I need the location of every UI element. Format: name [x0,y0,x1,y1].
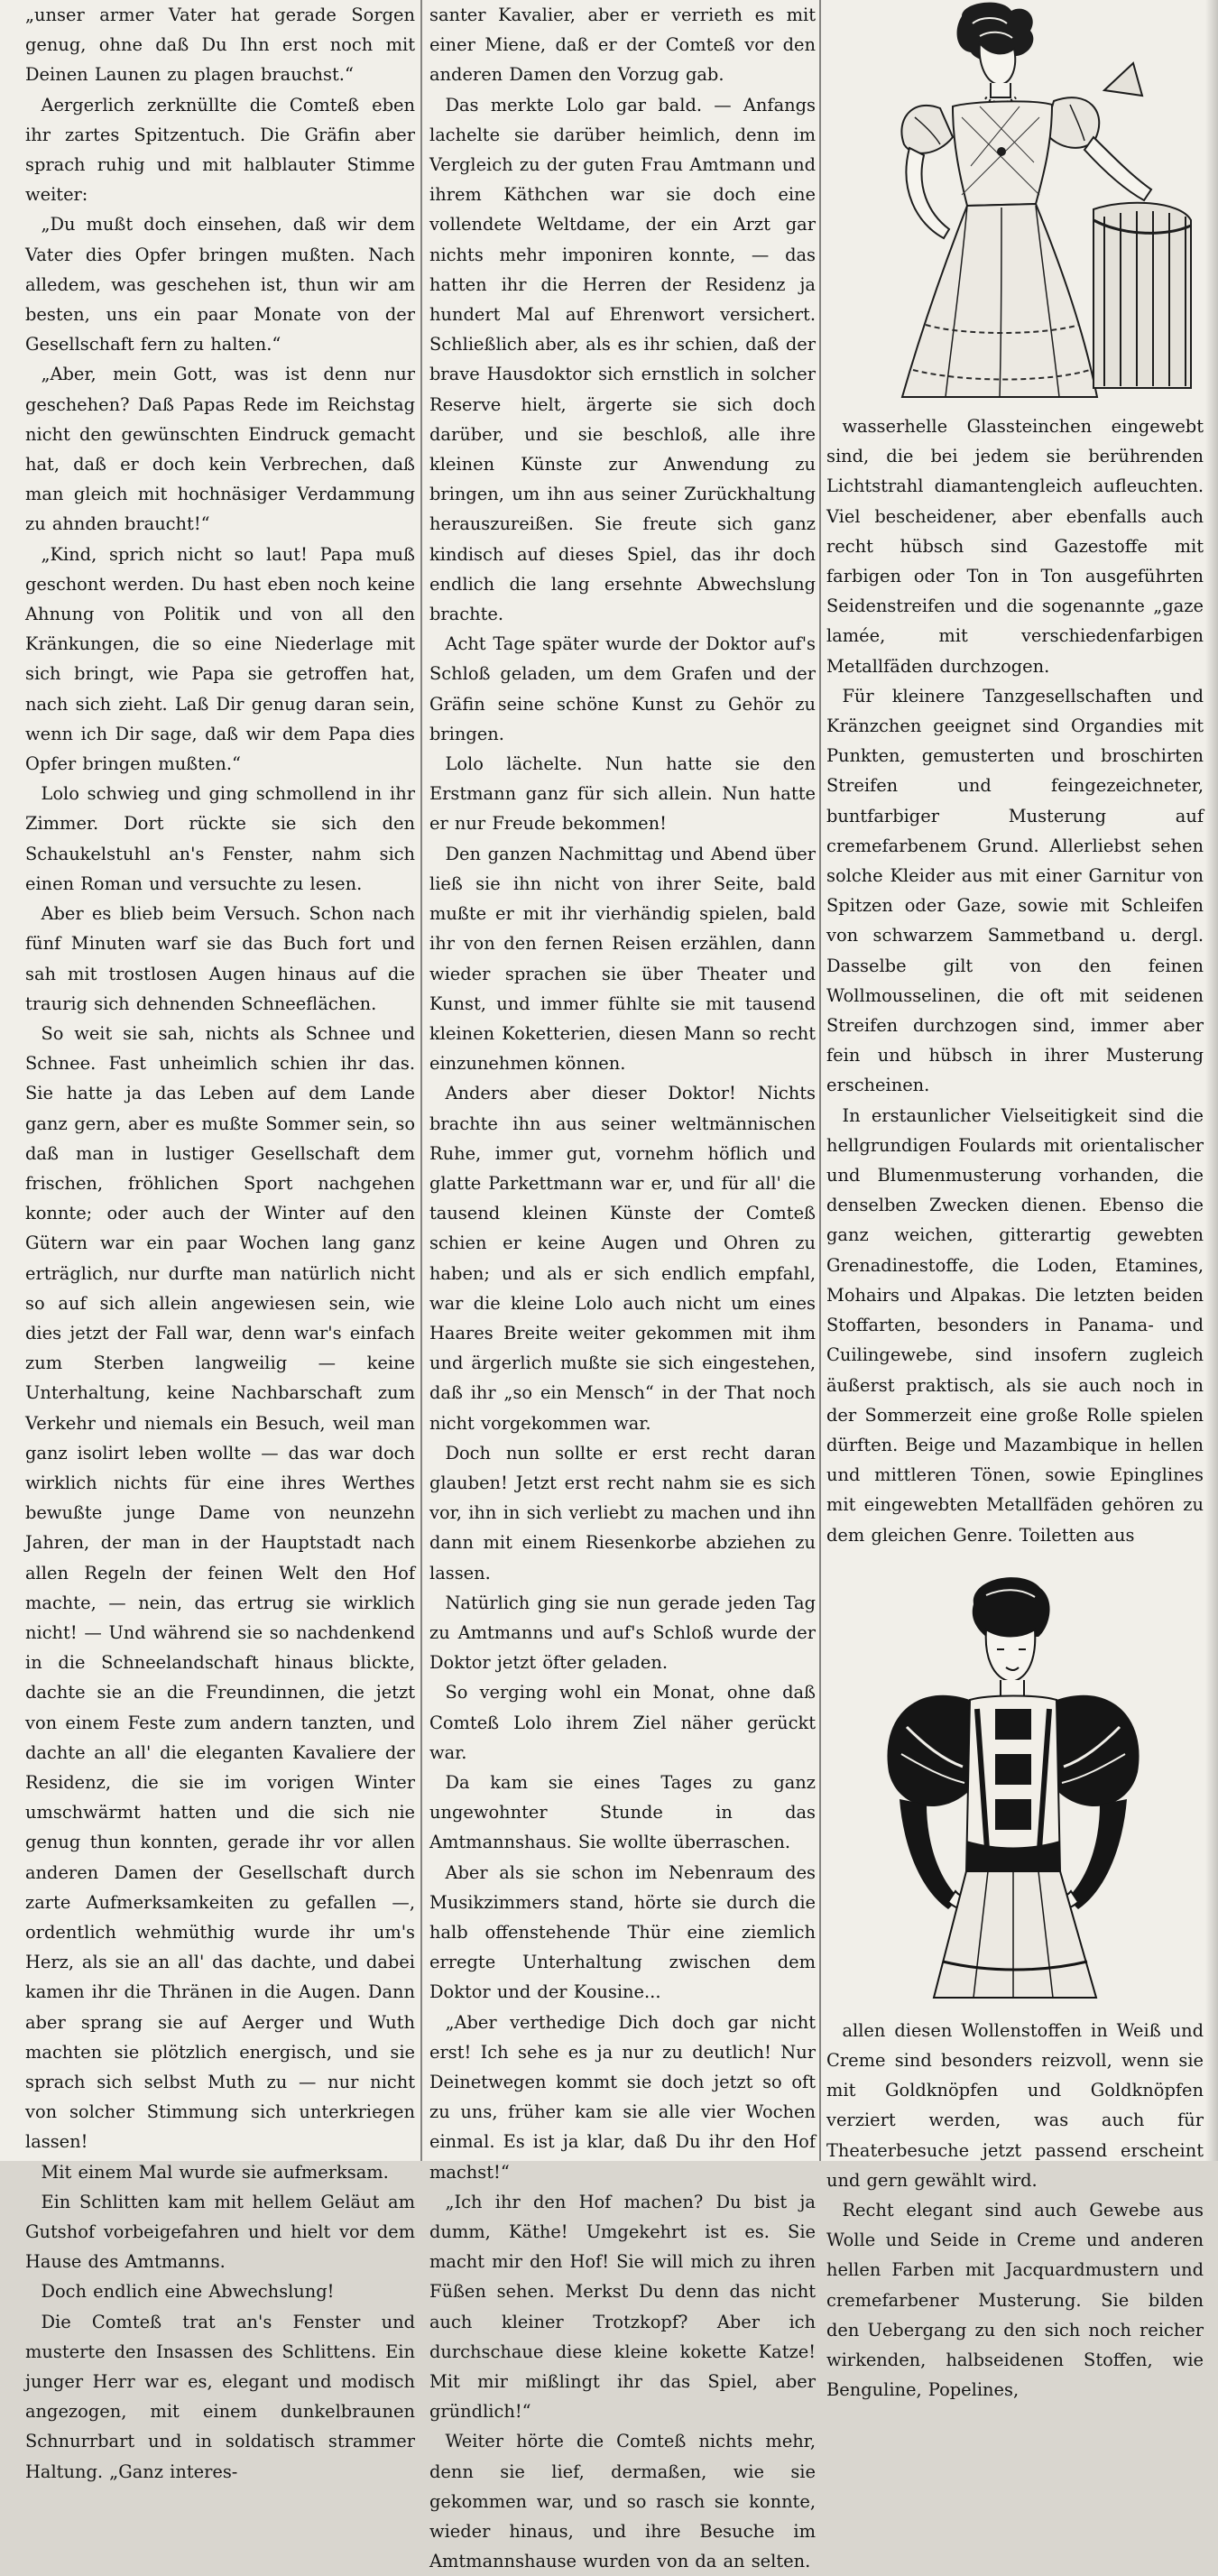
paragraph: So weit sie sah, nichts als Schnee und Schnee. Fast unheimlich schien ihr das. Sie hatte ja das Leben auf dem Lande ganz gern, aber es mußte Sommer sein, so daß man in lustiger Gesellschaft dem frischen, fröhlichen Sport nachgehen konnte; oder auch der Winter auf den Gütern war ein paar Wochen lang ganz erträglich, nur durfte man natürlich nicht so auf sich allein angewiesen sein, wie dies jetzt der Fall war, denn war's einfach zum Sterben langweilig — keine Unterhaltung, keine Nachbarschaft zum Verkehr und niemals ein Besuch, weil man ganz isolirt leben wollte — das war doch wirklich nichts für eine ihres Werthes bewußte junge Dame von neunzehn Jahren, der man in der Hauptstadt nach allen Regeln der feinen Welt den Hof machte, — nein, das ertrug sie wirklich nicht! — Und während sie so nachdenkend in die Schneelandschaft hinaus blickte, dachte sie an die Freundinnen, die jetzt von einem Feste zum andern tanzten, und dachte an all' die eleganten Kavaliere der Residenz, die sie im vorigen Winter umschwärmt hatten und die sich nie genug thun konnten, gerade ihr vor allen anderen Damen der Gesellschaft durch zarte Aufmerksamkeiten zu gefallen —, ordentlich wehmüthig wurde ihr um's Herz, als sie an all' das dachte, und dabei kamen ihr die Thränen in die Augen. Dann aber sprang sie auf Aerger und Wuth machten sie plötzlich energisch, und sie sprach sich selbst Muth zu — nur nicht von solcher Stimmung sich unterkriegen lassen! [25,1022,415,2153]
column-2 [429,0,816,2572]
paragraph: Den ganzen Nachmittag und Abend über ließ sie ihn nicht von ihrer Seite, bald mußte er mit ihr vierhändig spielen, bald ihr von den fernen Reisen erzählen, dann wieder sprachen sie über Theater und Kunst, und immer fühlte sie mit tausend kleinen Koketterien, diesen Mann so recht einzunehmen können. [429,843,816,1075]
paragraph: Da kam sie eines Tages zu ganz ungewohnter Stunde in das Amtmannshaus. Sie wollte überraschen. [429,1771,816,1853]
paragraph: Acht Tage später wurde der Doktor auf's Schloß geladen, um dem Grafen und der Gräfin seine schöne Kunst zu Gehör zu bringen. [429,633,816,744]
column-rule-left [420,0,422,2161]
paragraph: Aber als sie schon im Nebenraum des Musikzimmers stand, hörte sie durch die halb offenstehende Thür eine ziemlich erregte Unterhaltung zwischen dem Doktor und der Kousine... [429,1861,816,2003]
paragraph: Das merkte Lolo gar bald. — Anfangs lachelte sie darüber heimlich, denn im Vergleich zu der guten Frau Amtmann und ihrem Käthchen war sie doch eine vollendete Weltdame, der ein Arzt gar nichts mehr imponiren konnte, — das hatten ihr die Herren der Residenz ja hundert Mal auf Ehrenwort versichert. Schließlich aber, als es ihr schien, daß der brave Hausdoktor sich ernstlich in solcher Reserve hielt, ärgerte sie sich doch darüber, und sie beschloß, alle ihre kleinen Künste zur Anwendung zu bringen, um ihn aus seiner Zurückhaltung herauszureißen. Sie freute sich ganz kindisch auf dieses Spiel, das ihr doch endlich die lang ersehnte Abwechslung brachte. [429,94,816,625]
column-rule-right [819,0,821,2161]
paragraph: „Ich ihr den Hof machen? Du bist ja dumm, Käthe! Umgekehrt ist es. Sie macht mir den Hof! Sie will mich zu ihren Füßen sehen. Merkst Du denn das nicht auch kleiner Trotzkopf? Aber ich durchschaue diese kleine kokette Katze! Mit mir mißlingt ihr das Spiel, aber gründlich!“ [429,2191,816,2423]
paragraph: Für kleinere Tanzgesellschaften und Kränzchen geeignet sind Organdies mit Punkten, gemusterten und broschirten Streifen und feingezeichneter, buntfarbiger Musterung auf cremefarbenem Grund. Allerliebst sehen solche Kleider aus mit einer Garnitur von Spitzen oder Gaze, sowie mit Schleifen von schwarzem Sammetband u. dergl. Dasselbe gilt von den feinen Wollmousselinen, die oft mit seidenen Streifen durchzogen sind, immer aber fein und hübsch in ihrer Musterung erscheinen. [826,685,1204,1096]
paragraph: Lolo lächelte. Nun hatte sie den Erstmann ganz für sich allein. Nun hatte er nur Freude bekommen! [429,753,816,835]
paragraph: Doch endlich eine Abwechslung! [41,2281,335,2303]
paragraph: Mit einem Mal wurde sie aufmerksam. [41,2161,389,2183]
paragraph: allen diesen Wollenstoffen in Weiß und Creme sind besonders reizvoll, wenn sie mit Goldknöpfen und Goldknöpfen verziert werden, was auch für Theaterbesuche jetzt passend erscheint und gern gewählt wird. [826,2019,1204,2191]
paragraph: „unser armer Vater hat gerade Sorgen genug, ohne daß Du Ihn erst noch mit Deinen Launen zu plagen brauchst.“ [25,5,415,86]
paragraph: „Aber verthedige Dich doch gar nicht erst! Ich sehe es ja nur zu deutlich! Nur Deinetwegen kommt sie doch jetzt so oft zu uns, früher kam sie alle vier Wochen einmal. Es ist ja klar, daß Du ihr den Hof machst!“ [429,2011,816,2183]
paragraph: Anders aber dieser Doktor! Nichts brachte ihn aus seiner weltmännischen Ruhe, immer gut, vornehm höflich und glatte Parkettmann war er, und für all' die tausend kleinen Künste der Comteß schien er keine Augen und Ohren zu haben; und als er sich endlich empfahl, war die kleine Lolo auch nicht um eines Haares Breite weiter gekommen mit ihm und ärgerlich mußte sie sich eingestehen, daß ihr „so ein Mensch“ in der That noch nicht vorgekommen war. [429,1083,816,1434]
paragraph: santer Kavalier, aber er verrieth es mit einer Miene, daß er der Comteß vor den anderen Damen den Vorzug gab. [429,5,816,86]
paragraph: In erstaunlicher Vielseitigkeit sind die hellgrundigen Foulards mit orientalischer und Blumenmusterung vorhanden, die denselben Zwecken dienen. Ebenso die ganz weichen, gitterartig gewebten Grenadinestoffe, die Loden, Etamines, Mohairs und Alpakas. Die letzten beiden Stoffarten, besonders in Panama- und Cuilingewebe, sind insofern zugleich äußerst praktisch, als sie auch noch in der Sommerzeit eine große Rolle spielen dürften. Beige und Mazambique in hellen und mittleren Tönen, sowie Epinglines mit eingewebten Metallfäden gehören zu dem gleichen Genre. Toiletten aus [826,1104,1204,1546]
paragraph: „Du mußt doch einsehen, daß wir dem Vater dies Opfer bringen mußten. Nach alledem, was geschehen ist, thun wir am besten, uns ein paar Monate von der Gesellschaft fern zu halten.“ [25,214,415,355]
paragraph: Doch nun sollte er erst recht daran glauben! Jetzt erst recht nahm sie es sich vor, ihn in sich verliebt zu machen und ihn dann mit einem Riesenkorbe abziehen zu lassen. [429,1442,816,1583]
paragraph: Lolo schwieg und ging schmollend in ihr Zimmer. Dort rückte sie sich den Schaukelstuhl an's Fenster, nahm sich einen Roman und versuchte zu lesen. [25,783,415,894]
paragraph: Weiter hörte die Comteß nichts mehr, denn sie lief, dermaßen, wie sie gekommen war, und so rasch sie konnte, wieder hinaus, und ihre Besuche im Amtmannshause wurden von da an selten. [429,2431,816,2572]
paragraph: „Kind, sprich nicht so laut! Papa muß geschont werden. Du hast eben noch keine Ahnung von Politik und von all den Kränkungen, die so eine Niederlage mit sich bringt, wie Papa sie getroffen hat, nach sich zieht. Laß Dir genug daran sein, wenn ich Dir sage, daß wir dem Papa dies Opfer bringen mußten.“ [25,543,415,775]
paragraph: So verging wohl ein Monat, ohne daß Comteß Lolo ihrem Ziel näher gerückt war. [429,1682,816,1763]
lady-in-puff-sleeve-dress-illustration [880,1574,1150,1998]
paragraph: Recht elegant sind auch Gewebe aus Wolle und Seide in Creme und anderen hellen Farben mit Jacquardmustern und cremefarbener Musterung. Sie bilden den Uebergang zu den sich noch reicher wirkenden, halbseidenen Stoffen, wie Benguline, Popelines, [826,2199,1204,2401]
scan-edge-shadow [1205,0,1218,2161]
paragraph: Aber es blieb beim Versuch. Schon nach fünf Minuten warf sie das Buch fort und sah mit trostlosen Augen hinaus auf die traurig sich dehnenden Schneeflächen. [25,903,415,1014]
paragraph: Ein Schlitten kam mit hellem Geläut am Gutshof vorbeigefahren und hielt vor dem Hause des Amtmanns. [25,2191,415,2273]
lady-in-evening-gown-illustration [826,0,1204,397]
column-1 [25,0,415,2482]
column-3 [826,0,1204,2401]
paragraph: Aergerlich zerknüllte die Comteß eben ihr zartes Spitzentuch. Die Gräfin aber sprach ruhig und mit halblauter Stimme weiter: [25,94,415,206]
paragraph: wasserhelle Glassteinchen eingewebt sind, die bei jedem sie berührenden Lichtstrahl diamantengleich aufleuchten. Viel bescheidener, aber ebenfalls auch recht hübsch sind Gazestoffe mit farbigen oder Ton in Ton ausgeführten Seidenstreifen und die sogenannte „gaze lamée, mit verschiedenfarbigen Metallfäden durchzogen. [826,416,1204,677]
paragraph: Natürlich ging sie nun gerade jeden Tag zu Amtmanns und auf's Schloß wurde der Doktor jetzt öfter geladen. [429,1592,816,1674]
paragraph: „Aber, mein Gott, was ist denn nur geschehen? Daß Papas Rede im Reichstag nicht den gewünschten Eindruck gemacht hat, daß er doch kein Verbrechen, daß man gleich mit hochnäsiger Verdammung zu ahnden braucht!“ [25,364,415,535]
paragraph: Die Comteß trat an's Fenster und musterte den Insassen des Schlittens. Ein junger Herr war es, elegant und modisch angezogen, mit einem dunkelbraunen Schnurrbart und in soldatisch strammer Haltung. „Ganz interes- [25,2311,415,2482]
